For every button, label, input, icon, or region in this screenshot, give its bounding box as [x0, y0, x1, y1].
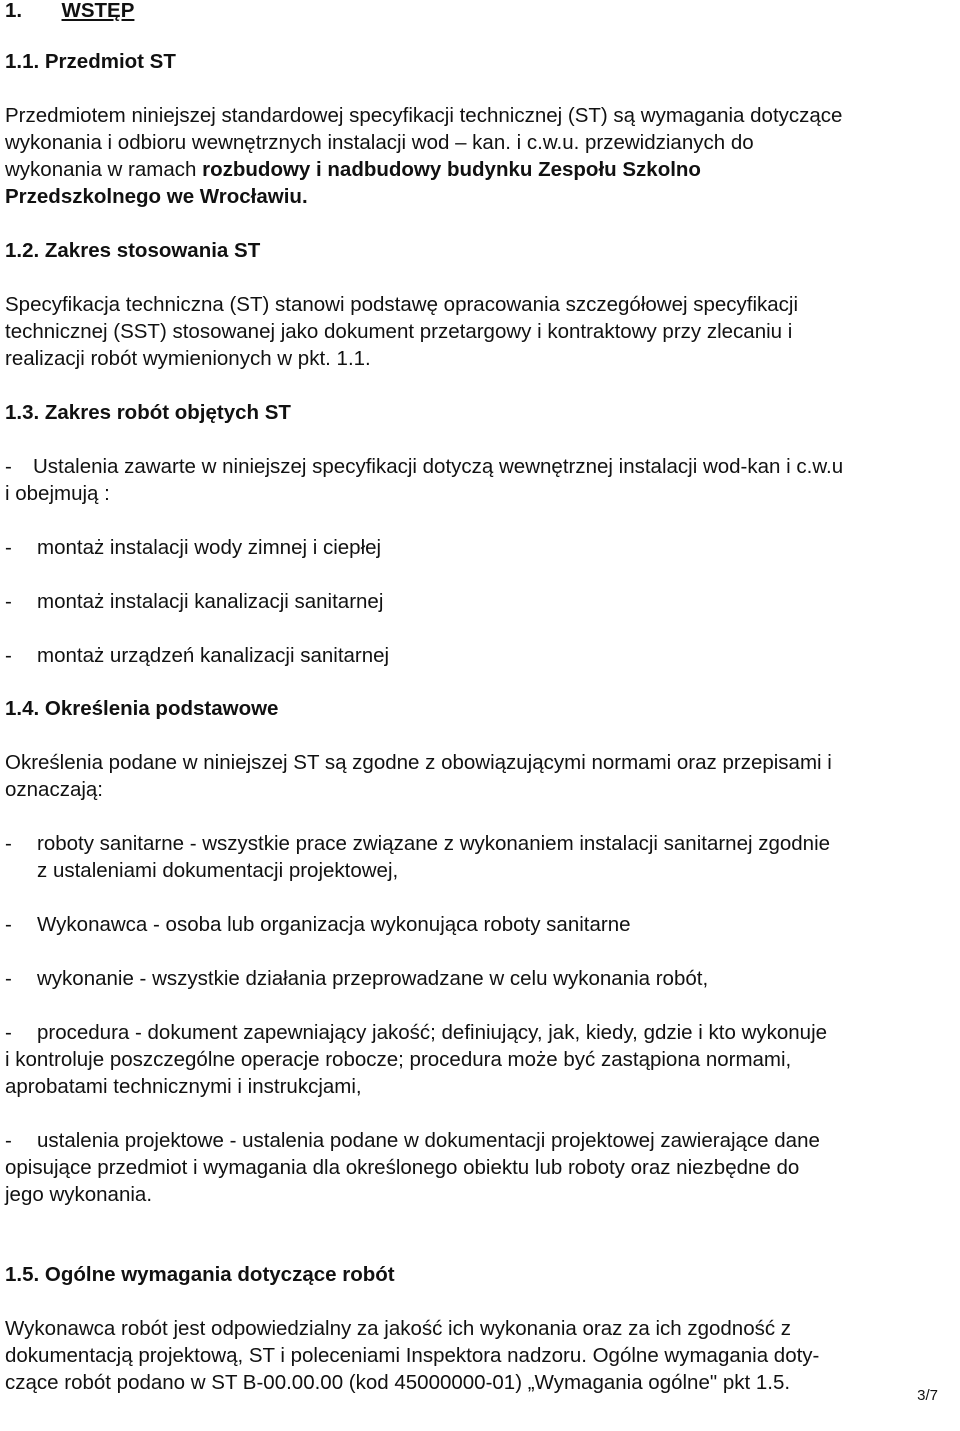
- paragraph-line: technicznej (SST) stosowanej jako dokument przetargowy i kontraktowy przy zlecaniu i: [5, 320, 793, 343]
- paragraph-line: i obejmują :: [5, 482, 110, 505]
- list-item: Ustalenia zawarte w niniejszej specyfikacji dotyczą wewnętrznej instalacji wod-kan i c.w.u: [33, 455, 844, 478]
- paragraph-line: oznaczają:: [5, 778, 104, 801]
- list-item: montaż urządzeń kanalizacji sanitarnej: [37, 644, 390, 667]
- list-dash: -: [5, 590, 12, 613]
- list-dash: -: [5, 1129, 12, 1152]
- list-dash: -: [5, 967, 12, 990]
- section-1-3-heading: 1.3. Zakres robót objętych ST: [5, 401, 291, 424]
- list-dash: -: [5, 536, 12, 559]
- section-1-heading: 1. WSTĘP: [5, 0, 135, 22]
- paragraph-line: Przedszkolnego we Wrocławiu.: [5, 185, 308, 208]
- list-item: montaż instalacji kanalizacji sanitarnej: [37, 590, 384, 613]
- paragraph-line: realizacji robót wymienionych w pkt. 1.1.: [5, 347, 371, 370]
- definition-line: jego wykonania.: [5, 1183, 153, 1206]
- list-dash: -: [5, 913, 12, 936]
- paragraph-line: Określenia podane w niniejszej ST są zgodne z obowiązującymi normami oraz przepisami i: [5, 751, 832, 774]
- list-item: montaż instalacji wody zimnej i ciepłej: [37, 536, 382, 559]
- definition-line: roboty sanitarne - wszystkie prace związane z wykonaniem instalacji sanitarnej zgodnie: [37, 832, 831, 855]
- section-1-4-heading: 1.4. Określenia podstawowe: [5, 697, 279, 720]
- definition-line: procedura - dokument zapewniający jakość; definiujący, jak, kiedy, gdzie i kto wykonuje: [37, 1021, 828, 1044]
- definition-line: opisujące przedmiot i wymagania dla określonego obiektu lub roboty oraz niezbędne do: [5, 1156, 800, 1179]
- definition-line: wykonanie - wszystkie działania przeprowadzane w celu wykonania robót,: [37, 967, 709, 990]
- section-1-1-heading: 1.1. Przedmiot ST: [5, 50, 176, 73]
- paragraph-line: wykonania i odbioru wewnętrznych instalacji wod – kan. i c.w.u. przewidzianych do: [5, 131, 754, 154]
- paragraph-line: dokumentacją projektową, ST i poleceniami Inspektora nadzoru. Ogólne wymagania doty-: [5, 1344, 820, 1367]
- definition-line: ustalenia projektowe - ustalenia podane w dokumentacji projektowej zawierające dane: [37, 1129, 820, 1152]
- page-number: 3/7: [917, 1387, 938, 1404]
- paragraph-line: czące robót podano w ST B-00.00.00 (kod 45000000-01) „Wymagania ogólne" pkt 1.5.: [5, 1371, 791, 1394]
- definition-line: i kontroluje poszczególne operacje robocze; procedura może być zastąpiona normami,: [5, 1048, 792, 1071]
- list-dash: -: [5, 644, 12, 667]
- section-1-5-heading: 1.5. Ogólne wymagania dotyczące robót: [5, 1263, 395, 1286]
- definition-line: Wykonawca - osoba lub organizacja wykonująca roboty sanitarne: [37, 913, 631, 936]
- paragraph-line: wykonania w ramach rozbudowy i nadbudowy budynku Zespołu Szkolno: [5, 158, 701, 181]
- definition-line: aprobatami technicznymi i instrukcjami,: [5, 1075, 362, 1098]
- list-dash: -: [5, 832, 12, 855]
- section-1-2-heading: 1.2. Zakres stosowania ST: [5, 239, 261, 262]
- paragraph-line: Przedmiotem niniejszej standardowej specyfikacji technicznej (ST) są wymagania dotyczące: [5, 104, 843, 127]
- paragraph-line: Wykonawca robót jest odpowiedzialny za jakość ich wykonania oraz za ich zgodność z: [5, 1317, 792, 1340]
- definition-line: z ustaleniami dokumentacji projektowej,: [37, 859, 399, 882]
- list-dash: -: [5, 1021, 12, 1044]
- paragraph-line: Specyfikacja techniczna (ST) stanowi podstawę opracowania szczegółowej specyfikacji: [5, 293, 799, 316]
- list-dash: -: [5, 455, 12, 478]
